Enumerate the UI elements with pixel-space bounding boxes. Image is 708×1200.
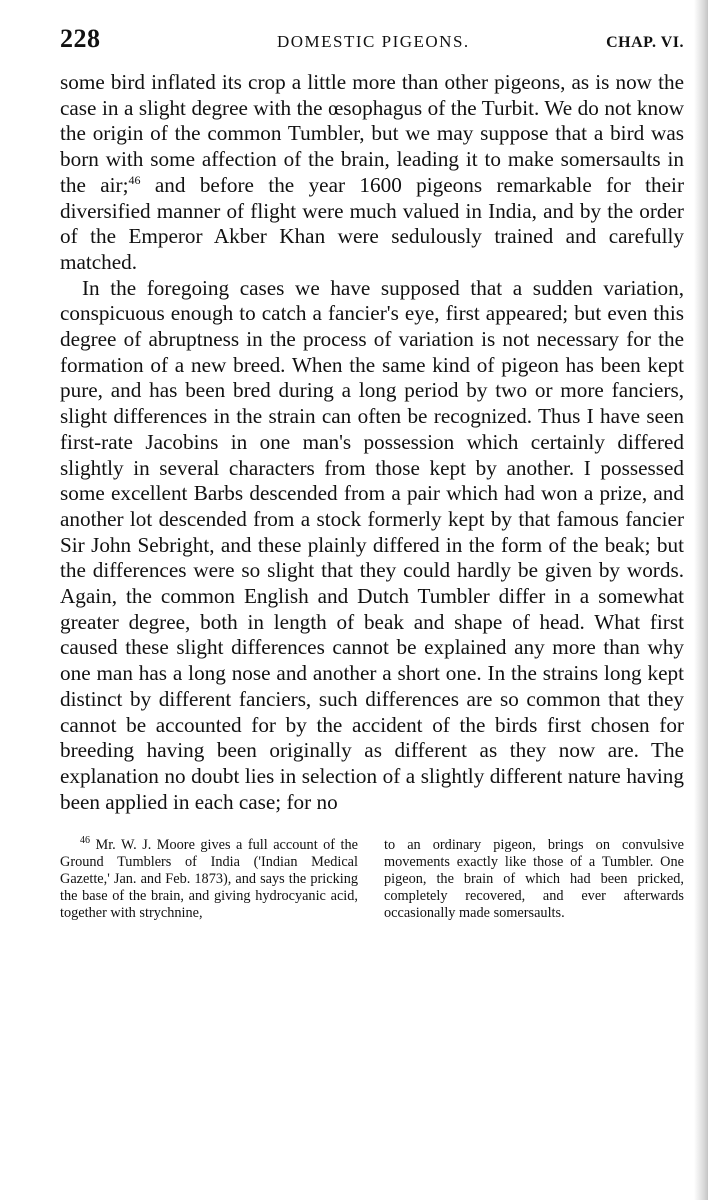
paragraph-2: In the foregoing cases we have supposed that a sudden variation, conspicuous enough to catch a fancier's eye, first appeared; but even this degree of abruptness in the process of variation is not necessary for the formation of a new breed. When the same kind of pigeon has been kept pure, and has been bred during a long period by two or more fanciers, slight differences in the strain can often be recognized. Thus I have seen first-rate Jacobins in one man's possession which certainly differed slightly in several characters from those kept by another. I possessed some excellent Barbs descended from a pair which had won a prize, and another lot descended from a stock formerly kept by that famous fancier Sir John Sebright, and these plainly differed in the form of the beak; but the differences were so slight that they could hardly be given by words. Again, the common English and Dutch Tumbler differ in a somewhat greater degree, both in length of beak and shape of head. What first caused these slight differences cannot be explained any more than why one man has a long nose and another a short one. In the strains long kept distinct by different fanciers, such differences are so common that they cannot be accounted for by the accident of the birds first chosen for breeding having been originally as different as they now are. The explanation no doubt lies in selection of a slightly different nature having been applied in each case; for no	[60, 275, 684, 814]
paragraph-1-tail: and before the year 1600 pigeons remarkable for their diversified manner of flight were much valued in India, and by the order of the Emperor Akber Khan were sedulously trained and carefully matched.	[60, 172, 684, 274]
paragraph-1-text: some bird inflated its crop a little more than other pigeons, as is now the case in a slight degree with the œsophagus of the Turbit. We do not know the origin of the common Tumbler, but we may suppose that a bird was born with some affection of the brain, leading it to make somersaults in the air;	[60, 70, 684, 197]
paragraph-1	[60, 70, 684, 276]
body-text	[60, 70, 684, 815]
footnote-column-left	[60, 837, 358, 922]
footnote-marker: 46	[80, 835, 90, 847]
page-number: 228	[60, 24, 101, 53]
footnotes	[60, 837, 684, 922]
footnote-column-right: to an ordinary pigeon, brings on convulsive movements exactly like those of a Tumbler. One pigeon, the brain of which had been pricked, completely recovered, and ever afterwards occasionally made somersaults.	[384, 837, 684, 922]
footnote-left-text: Mr. W. J. Moore gives a full account of the Ground Tumblers of India ('Indian Medical Gazette,' Jan. and Feb. 1873), and says the pricking the base of the brain, and giving hydrocyanic acid, together with strychnine,	[60, 837, 358, 922]
page-edge-shadow	[694, 0, 708, 1200]
footnote-ref: 46	[128, 172, 141, 187]
page-header	[60, 24, 684, 64]
chapter-label: CHAP. VI.	[606, 34, 684, 51]
running-title: DOMESTIC PIGEONS.	[276, 32, 470, 51]
